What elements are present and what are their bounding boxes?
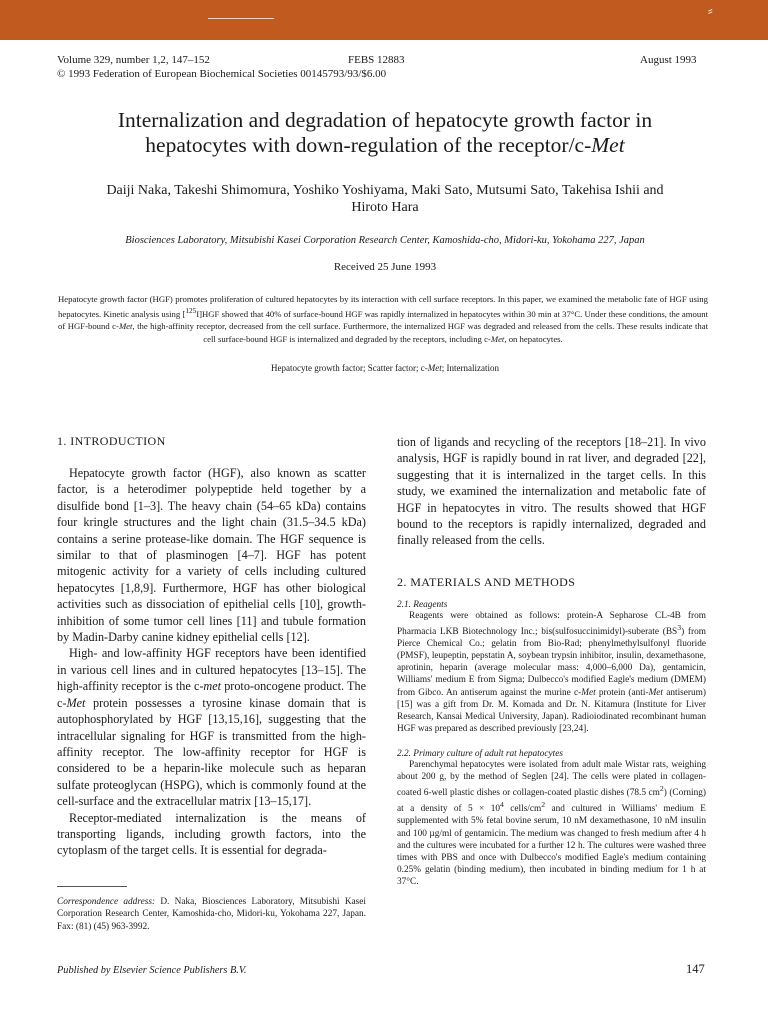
culture-paragraph: [397, 759, 706, 888]
culture-part-2: ) (Corning) at a density of 5 × 10: [397, 788, 706, 815]
intro-p2-part-3: protein possesses a tyrosine kinase domain that is autophosphorylated by HGF [13,15,16], suggesting that the intracellular signaling for HGF is transmitted from the high-affinity receptor. The low-affinity receptor for HGF is considered to be a heparin-like molecule such as heparan sulfate proteoglycan (HSPG), which is commonly found at the cell-surface and the extracellular matrix [13–15,17].: [57, 695, 366, 809]
intro-paragraph-1: Hepatocyte growth factor (HGF), also known as scatter factor, is a heterodimer polypeptide held together by a disulfide bond [1–3]. The heavy chain (54–65 kDa) contains four kringle structures and the light chain (31.5–34.5 kDa) contains a serine protease-like domain. The HGF sequence is similar to that of plasminogen [4–7]. HGF has potent mitogenic activity for a variety of cells including cultured hepatocytes [1,8,9]. Furthermore, HGF has other biological activities such as dissociation of epithelial cells [10], growth-inhibition of some tumor cell lines [11] and tubule formation by Madin-Darby canine kidney epithelial cells [12].: [57, 466, 366, 645]
culture-part-1: Parenchymal hepatocytes were isolated from adult male Wistar rats, weighing about 200 g, by the method of Seglen [24]. The cells were plated in collagen-coated 6-well plastic dishes or collagen-coated plastic dishes (78.5 cm: [397, 759, 706, 799]
keywords: [60, 363, 710, 373]
authors-line-2: Hiroto Hara: [351, 200, 419, 215]
abstract-isotope-sup: 125: [185, 307, 197, 316]
footnote-rule: [57, 886, 127, 887]
abstract-gene-2: Met: [490, 333, 505, 344]
volume-line: Volume 329, number 1,2, 147–152: [57, 54, 210, 66]
reagents-paragraph: [397, 610, 706, 735]
reagents-part-1: Reagents were obtained as follows: protein-A Sepharose CL-4B from Pharmacia LKB Biotechnology Inc.; bis(sulfosuccinimidyl)-suberate (BS: [397, 610, 706, 638]
intro-p2-gene-2: Met: [66, 695, 86, 710]
keywords-part-2: ; Internalization: [441, 363, 499, 373]
reagents-part-4: antiserum) [15] was a gift from Dr. M. Komada and Dr. N. Kitamura (Institute for Liver Research, Kansai Medical University, Japan). Radioiodinated recombinant human HGF was prepared as described previously [23,24].: [397, 687, 706, 734]
introduction-heading: 1. INTRODUCTION: [57, 434, 166, 448]
article-title: [60, 108, 710, 158]
left-column: [57, 434, 366, 859]
page-number: 147: [686, 962, 705, 976]
top-color-band: [0, 0, 768, 40]
intro-paragraph-3: Receptor-mediated internalization is the means of transporting ligands, including growth factors, into the cytoplasm of the target cells. It is essential for degrada-: [57, 810, 366, 858]
reagents-part-3: protein (anti-: [595, 687, 649, 698]
title-line-1: Internalization and degradation of hepatocyte growth factor in: [117, 108, 653, 132]
reagents-part-2: ) from Pierce Chemical Co.; gelatin from Bio-Rad; phenylmethylsulfonyl fluoride (PMSF), leupeptin, pepstatin A, soybean trypsin inhibitor, insulin, dexamethasone, aprotinin, heparin (average molecular mass: 4,000–6,000 Da), gentamicin, Williams' medium E from Sigma; Dulbecco's modified Eagle's medium (DMEM) from Gibco. An antiserum against the murine c-: [397, 627, 706, 698]
correspondence-footnote: [57, 896, 366, 933]
intro-p2-gene-1: met: [203, 679, 222, 694]
publisher-line: Published by Elsevier Science Publishers B.V.: [57, 965, 247, 976]
abstract-gene-1: Met: [118, 321, 133, 332]
intro-p2-part-2: proto-oncogene product. The c-: [57, 679, 366, 710]
reagents-gene-2: Met: [648, 687, 664, 698]
title-gene-name: Met: [591, 133, 625, 157]
correspondence-label: Correspondence address:: [57, 897, 156, 907]
subsection-reagents-heading: 2.1. Reagents: [397, 599, 448, 610]
received-date: Received 25 June 1993: [333, 261, 437, 273]
reagents-gene-1: Met: [581, 687, 596, 698]
culture-part-4: and cultured in Williams' medium E supplemented with 5% fetal bovine serum, 10 nM dexamethasone, 10 nM insulin and 100 µg/ml of gentamicin. The medium was changed to fresh medium after 4 h and the cultures were incubated for a further 12 h. The cultures were washed three times with PBS and once with Dulbecco's modified Eagle's medium containing 0.25% gelatin (binding medium), then incubated in binding medium for 1 h at 37°C.: [397, 804, 706, 887]
keywords-part-1: Hepatocyte growth factor; Scatter factor; c-: [271, 363, 428, 373]
title-line-2-text: hepatocytes with down-regulation of the receptor/c-: [145, 133, 592, 157]
keywords-gene: Met: [427, 363, 442, 373]
culture-sup-1: 2: [659, 784, 664, 794]
corner-mark-icon: ⸗: [708, 3, 713, 19]
correspondence-text: D. Naka, Biosciences Laboratory, Mitsubishi Kasei Corporation Research Center, Kamoshida-cho, Midori-ku, Yokohama 227, Japan. Fax: (81) (45) 963-3992.: [57, 897, 367, 932]
culture-sup-3: 2: [541, 800, 546, 810]
intro-paragraph-2: [57, 645, 366, 809]
right-column: [397, 434, 706, 888]
copyright-line: © 1993 Federation of European Biochemical Societies 00145793/93/$6.00: [57, 68, 387, 80]
issue-date: August 1993: [640, 54, 697, 66]
methods-heading: 2. MATERIALS AND METHODS: [397, 574, 576, 589]
intro-p2-part-1: High- and low-affinity HGF receptors have been identified in various cell lines and in cultured hepatocytes [13–15]. The high-affinity receptor is the c-: [57, 646, 366, 694]
culture-part-3: cells/cm: [503, 804, 542, 815]
abstract: [58, 293, 708, 345]
abstract-part-2: I]HGF showed that 40% of surface-bound HGF was rapidly internalized in hepatocytes within 30 min at 37°C. Under these conditions, the amount of HGF-bound c-: [58, 309, 708, 332]
abstract-part-4: , on hepatocytes.: [504, 333, 563, 344]
febs-code: FEBS 12883: [348, 54, 405, 66]
authors-line-1: Daiji Naka, Takeshi Shimomura, Yoshiko Yoshiyama, Maki Sato, Mutsumi Sato, Takehisa Ishii and: [106, 183, 664, 198]
title-line-2: [60, 133, 710, 158]
abstract-part-3: , the high-affinity receptor, decreased from the cell surface. Furthermore, the internalized HGF was degraded and released from the cells. These results indicate that cell surface-bound HGF is internalized and degraded by the receptors, including c-: [132, 321, 709, 344]
band-rule: [208, 18, 274, 19]
affiliation: Biosciences Laboratory, Mitsubishi Kasei Corporation Research Center, Kamoshida-cho, Midori-ku, Yokohama 227, Japan: [125, 235, 645, 246]
author-list: [60, 182, 710, 216]
subsection-culture-heading: 2.2. Primary culture of adult rat hepatocytes: [397, 748, 563, 759]
culture-sup-2: 4: [500, 800, 504, 810]
abstract-part-1: Hepatocyte growth factor (HGF) promotes proliferation of cultured hepatocytes by its interaction with cell surface receptors. In this paper, we examined the metabolic fate of HGF using hepatocytes. Kinetic analysis using [: [58, 294, 708, 320]
reagents-sup: 3: [677, 622, 682, 632]
intro-continuation: tion of ligands and recycling of the receptors [18–21]. In vivo analysis, HGF is rapidly bound in rat liver, and degraded [22], suggesting that it is internalized in the target cells. In this study, we examined the internalization and metabolic fate of HGF in hepatocytes in vitro. The results showed that HGF bound to the receptors is rapidly internalized, degraded and finally released from the cells.: [397, 435, 706, 548]
